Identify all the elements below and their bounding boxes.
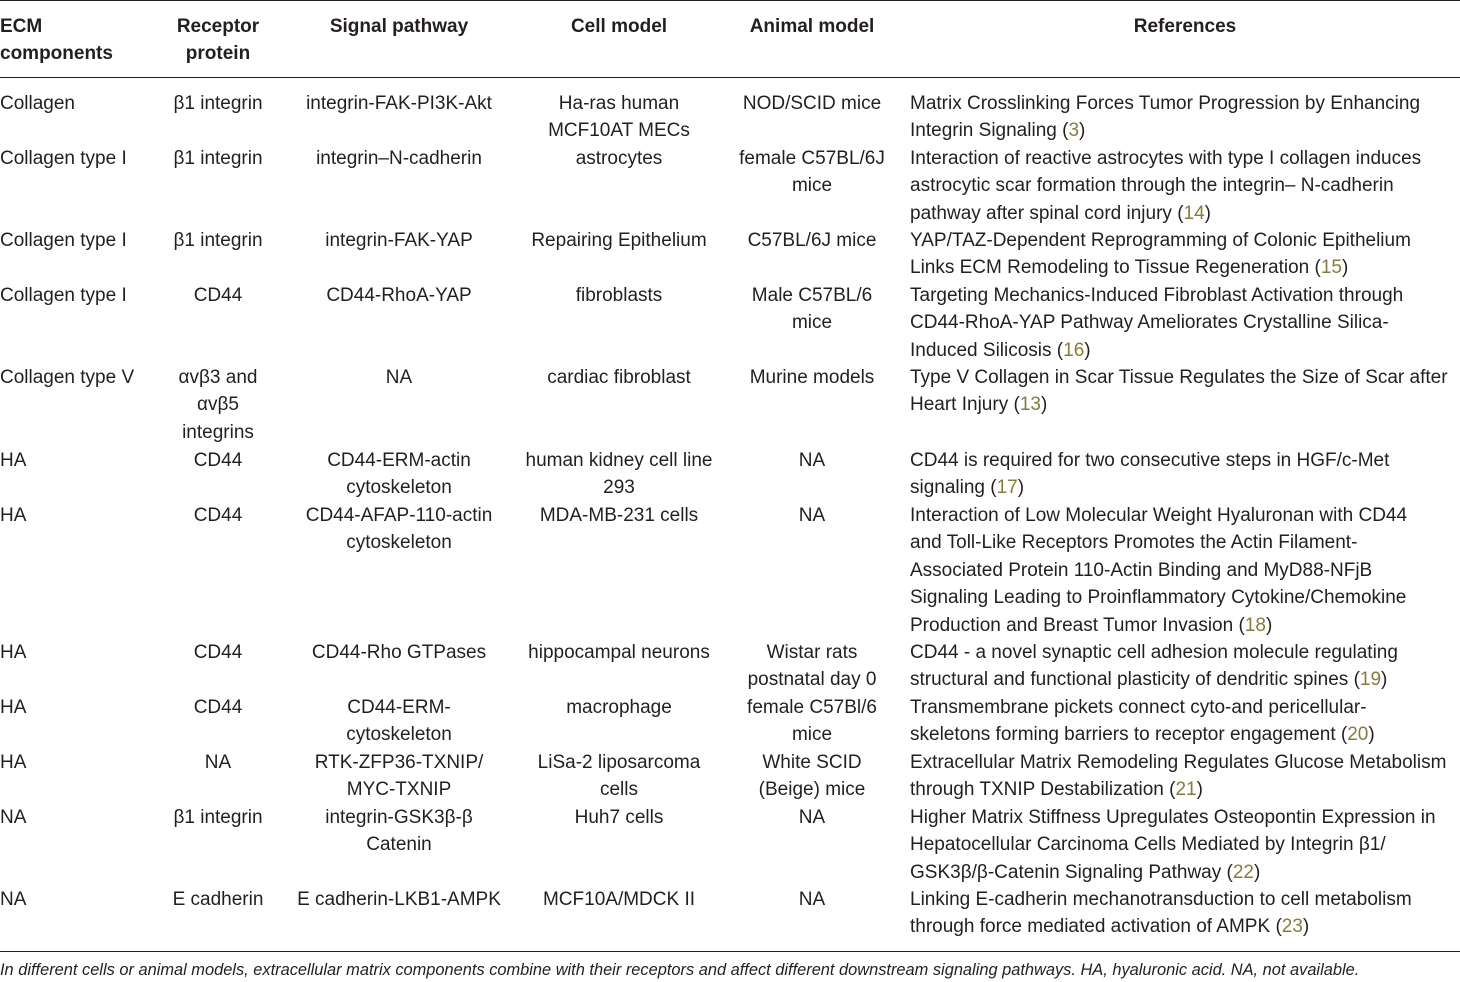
cell-references-line: Signaling Leading to Proinflammatory Cytokine/Chemokine bbox=[910, 587, 1407, 609]
cell-references-text: through force mediated activation of AMPK bbox=[910, 916, 1276, 938]
cell-animal-line: NOD/SCID mice bbox=[742, 93, 882, 114]
reference-number-link[interactable]: 20 bbox=[1347, 724, 1369, 746]
cell-references-line: Higher Matrix Stiffness Upregulates Osteopontin Expression in bbox=[910, 807, 1436, 828]
cell-receptor bbox=[173, 227, 262, 254]
cell-references-text: structural and functional plasticity of dendritic spines bbox=[910, 669, 1354, 691]
cell-pathway bbox=[325, 804, 473, 859]
cell-receptor bbox=[194, 502, 243, 529]
cell-references-text: skeletons forming barriers to receptor engagement bbox=[910, 724, 1341, 746]
cell-receptor bbox=[173, 804, 262, 831]
header-receptor-protein-line: Receptor bbox=[176, 16, 260, 37]
cell-ecm-line: Collagen bbox=[0, 93, 75, 114]
cell-ecm bbox=[0, 364, 134, 391]
reference-number-link[interactable]: 19 bbox=[1359, 669, 1382, 691]
cell-receptor-line: CD44 bbox=[193, 697, 243, 718]
cell-references-line: Interaction of Low Molecular Weight Hyaluronan with CD44 bbox=[910, 505, 1408, 526]
cell-pathway bbox=[312, 639, 486, 666]
cell-cell bbox=[540, 502, 698, 529]
cell-animal-line: NA bbox=[798, 450, 826, 471]
cell-pathway-line: cytoskeleton bbox=[346, 532, 452, 554]
cell-pathway bbox=[327, 447, 471, 502]
cell-references-line: astrocytic scar formation through the integrin– N-cadherin bbox=[910, 175, 1394, 197]
cell-cell bbox=[543, 886, 695, 913]
cell-cell bbox=[538, 749, 701, 804]
cell-references-text: Induced Silicosis bbox=[910, 339, 1057, 361]
cell-pathway bbox=[316, 145, 482, 172]
header-animal-model bbox=[750, 13, 875, 40]
reference-number-link[interactable]: 21 bbox=[1175, 779, 1197, 801]
cell-animal-line: NA bbox=[798, 889, 826, 910]
cell-pathway bbox=[315, 749, 484, 804]
cell-animal-line: mice bbox=[791, 724, 833, 746]
cell-references-line: pathway after spinal cord injury (14) bbox=[910, 202, 1211, 224]
cell-pathway bbox=[386, 364, 412, 391]
cell-references bbox=[910, 639, 1398, 694]
cell-references-line: Heart Injury (13) bbox=[910, 394, 1048, 416]
cell-cell bbox=[576, 282, 663, 309]
cell-ecm bbox=[0, 282, 127, 309]
cell-receptor bbox=[194, 447, 243, 474]
cell-animal-line: Male C57BL/6 bbox=[751, 285, 873, 306]
cell-cell bbox=[528, 639, 710, 666]
cell-references-line: structural and functional plasticity of dendritic spines (19) bbox=[910, 669, 1388, 691]
header-cell-model bbox=[571, 13, 667, 40]
cell-references-line: Matrix Crosslinking Forces Tumor Progression by Enhancing bbox=[910, 93, 1421, 114]
cell-references bbox=[910, 90, 1420, 145]
cell-animal-line: (Beige) mice bbox=[758, 779, 866, 801]
cell-ecm bbox=[0, 502, 26, 529]
cell-animal bbox=[750, 364, 875, 391]
cell-animal-line: NA bbox=[798, 505, 826, 526]
header-references-line: References bbox=[1133, 16, 1237, 37]
cell-receptor-line: E cadherin bbox=[172, 889, 264, 910]
cell-ecm bbox=[0, 90, 75, 117]
cell-cell bbox=[576, 145, 663, 172]
cell-receptor-line: CD44 bbox=[193, 642, 243, 663]
cell-pathway-line: Catenin bbox=[366, 834, 432, 856]
cell-animal-line: female C57BL/6J bbox=[739, 148, 885, 169]
cell-animal-line: mice bbox=[791, 312, 833, 334]
cell-pathway bbox=[306, 502, 493, 557]
cell-receptor bbox=[173, 145, 262, 172]
header-receptor-protein-line: protein bbox=[185, 43, 251, 65]
cell-animal bbox=[799, 804, 825, 831]
cell-ecm bbox=[0, 145, 127, 172]
cell-references bbox=[910, 282, 1403, 364]
cell-ecm-line: HA bbox=[0, 450, 27, 471]
reference-number-link[interactable]: 13 bbox=[1019, 394, 1041, 416]
cell-pathway bbox=[297, 886, 501, 913]
cell-receptor-line: β1 integrin bbox=[173, 807, 263, 828]
cell-cell-line: MCF10A/MDCK II bbox=[542, 889, 696, 910]
cell-references-line: Links ECM Remodeling to Tissue Regeneration (15) bbox=[910, 257, 1349, 279]
cell-cell bbox=[548, 90, 690, 145]
cell-references-line: GSK3β/β-Catenin Signaling Pathway (22) bbox=[910, 861, 1261, 883]
cell-ecm-line: Collagen type I bbox=[0, 230, 127, 251]
cell-ecm-line: HA bbox=[0, 642, 27, 663]
cell-pathway bbox=[346, 694, 452, 749]
cell-cell-line: 293 bbox=[603, 477, 635, 499]
cell-references-text: pathway after spinal cord injury bbox=[910, 202, 1178, 224]
cell-references-line: Extracellular Matrix Remodeling Regulates Glucose Metabolism bbox=[910, 752, 1447, 773]
cell-references-text: Production and Breast Tumor Invasion bbox=[910, 614, 1239, 636]
cell-animal-line: Murine models bbox=[749, 367, 875, 388]
cell-cell bbox=[526, 447, 713, 502]
cell-references-line: Hepatocellular Carcinoma Cells Mediated by Integrin β1/ bbox=[910, 834, 1386, 856]
cell-references-line: CD44 - a novel synaptic cell adhesion molecule regulating bbox=[910, 642, 1398, 663]
cell-references bbox=[910, 227, 1411, 282]
cell-references-text: Integrin Signaling bbox=[910, 120, 1063, 142]
cell-ecm bbox=[0, 694, 26, 721]
cell-references-text: through TXNIP Destabilization bbox=[910, 779, 1170, 801]
cell-references-line: Type V Collagen in Scar Tissue Regulates the Size of Scar after bbox=[910, 367, 1448, 388]
cell-cell-line: macrophage bbox=[566, 697, 672, 718]
cell-receptor-line: αvβ3 and bbox=[178, 367, 258, 388]
cell-pathway-line: E cadherin-LKB1-AMPK bbox=[297, 889, 501, 910]
cell-receptor-line: CD44 bbox=[193, 505, 243, 526]
cell-references bbox=[910, 749, 1446, 804]
cell-receptor bbox=[179, 364, 258, 446]
cell-cell bbox=[531, 227, 706, 254]
header-ecm-components-line: components bbox=[0, 43, 113, 65]
cell-animal bbox=[799, 502, 825, 529]
cell-cell-line: Huh7 cells bbox=[574, 807, 664, 828]
header-ecm-components bbox=[0, 13, 113, 68]
table-footnote: In different cells or animal models, extracellular matrix components combine with their receptors and affect different downstream signaling pathways. HA, hyaluronic acid. NA, not available. bbox=[0, 961, 1360, 979]
cell-pathway-line: MYC-TXNIP bbox=[346, 779, 452, 801]
cell-ecm-line: HA bbox=[0, 697, 27, 718]
cell-receptor-line: αvβ5 bbox=[197, 394, 239, 416]
cell-ecm-line: Collagen type I bbox=[0, 285, 127, 306]
cell-pathway-line: CD44-ERM- bbox=[347, 697, 451, 718]
cell-receptor-line: β1 integrin bbox=[173, 148, 263, 169]
cell-animal bbox=[748, 227, 877, 254]
cell-references bbox=[910, 804, 1436, 886]
cell-pathway-line: CD44-RhoA-YAP bbox=[326, 285, 472, 306]
cell-references-line: CD44 is required for two consecutive steps in HGF/c-Met bbox=[910, 450, 1390, 471]
cell-references-line: Associated Protein 110-Actin Binding and MyD88-NFjB bbox=[910, 559, 1373, 581]
cell-receptor bbox=[194, 694, 243, 721]
cell-receptor bbox=[173, 90, 262, 117]
cell-receptor bbox=[194, 639, 243, 666]
cell-references bbox=[910, 364, 1448, 419]
cell-references-line: Targeting Mechanics-Induced Fibroblast Activation through bbox=[910, 285, 1404, 306]
cell-receptor-line: integrins bbox=[182, 421, 254, 443]
cell-references-line: Interaction of reactive astrocytes with type I collagen induces bbox=[910, 148, 1422, 169]
cell-ecm-line: HA bbox=[0, 752, 27, 773]
cell-animal-line: female C57Bl/6 bbox=[747, 697, 877, 718]
cell-ecm bbox=[0, 227, 127, 254]
cell-pathway bbox=[326, 282, 471, 309]
cell-cell-line: Repairing Epithelium bbox=[531, 230, 707, 251]
cell-pathway bbox=[325, 227, 472, 254]
header-cell-model-line: Cell model bbox=[570, 16, 668, 37]
cell-receptor-line: NA bbox=[204, 752, 232, 773]
cell-cell-line: LiSa-2 liposarcoma bbox=[537, 752, 701, 773]
cell-references bbox=[910, 447, 1389, 502]
cell-animal bbox=[752, 282, 872, 337]
cell-pathway-line: integrin-FAK-PI3K-Akt bbox=[306, 93, 492, 114]
header-animal-model-line: Animal model bbox=[749, 16, 875, 37]
cell-receptor-line: CD44 bbox=[193, 450, 243, 471]
header-signal-pathway-line: Signal pathway bbox=[329, 16, 469, 37]
cell-ecm-line: NA bbox=[0, 807, 27, 828]
reference-number-link[interactable]: 22 bbox=[1232, 861, 1254, 883]
cell-cell-line: MCF10AT MECs bbox=[548, 120, 690, 142]
cell-cell bbox=[566, 694, 672, 721]
cell-references-line: Integrin Signaling (3) bbox=[910, 120, 1086, 142]
reference-number-link[interactable]: 18 bbox=[1244, 614, 1266, 636]
cell-ecm-line: NA bbox=[0, 889, 27, 910]
cell-pathway-line: NA bbox=[385, 367, 413, 388]
cell-references-text: Links ECM Remodeling to Tissue Regeneration bbox=[910, 257, 1315, 279]
cell-pathway-line: integrin–N-cadherin bbox=[316, 148, 482, 169]
cell-receptor bbox=[205, 749, 231, 776]
cell-animal-line: Wistar rats bbox=[766, 642, 858, 663]
cell-references-text: signaling bbox=[910, 477, 991, 499]
cell-cell-line: hippocampal neurons bbox=[528, 642, 710, 663]
cell-cell-line: Ha-ras human bbox=[558, 93, 680, 114]
reference-number-link[interactable]: 17 bbox=[996, 477, 1018, 499]
reference-number-link[interactable]: 16 bbox=[1063, 339, 1085, 361]
cell-references bbox=[910, 694, 1375, 749]
top-rule bbox=[0, 0, 1460, 1]
cell-receptor-line: β1 integrin bbox=[173, 230, 263, 251]
cell-cell-line: astrocytes bbox=[575, 148, 663, 169]
cell-references-line: Linking E-cadherin mechanotransduction to cell metabolism bbox=[910, 889, 1412, 910]
cell-references bbox=[910, 886, 1412, 941]
cell-animal bbox=[759, 749, 866, 804]
cell-pathway-line: cytoskeleton bbox=[346, 477, 452, 499]
header-rule bbox=[0, 77, 1460, 78]
cell-cell-line: human kidney cell line bbox=[525, 450, 713, 471]
header-ecm-components-line: ECM bbox=[0, 16, 43, 37]
cell-animal bbox=[799, 886, 825, 913]
cell-animal bbox=[743, 90, 881, 117]
cell-references-line: Production and Breast Tumor Invasion (18) bbox=[910, 614, 1273, 636]
cell-references-line: CD44-RhoA-YAP Pathway Ameliorates Crystalline Silica- bbox=[910, 312, 1389, 334]
cell-pathway-line: cytoskeleton bbox=[346, 724, 452, 746]
cell-ecm bbox=[0, 639, 26, 666]
header-receptor-protein bbox=[177, 13, 259, 68]
cell-cell bbox=[547, 364, 691, 391]
cell-receptor-line: CD44 bbox=[193, 285, 243, 306]
cell-references bbox=[910, 145, 1421, 227]
cell-animal-line: White SCID bbox=[762, 752, 862, 773]
reference-number-link[interactable]: 3 bbox=[1068, 120, 1080, 142]
cell-receptor bbox=[194, 282, 243, 309]
cell-pathway-line: RTK-ZFP36-TXNIP/ bbox=[314, 752, 484, 773]
cell-ecm bbox=[0, 804, 26, 831]
cell-animal-line: mice bbox=[791, 175, 833, 197]
cell-cell bbox=[575, 804, 664, 831]
cell-ecm bbox=[0, 447, 26, 474]
cell-pathway-line: integrin-FAK-YAP bbox=[325, 230, 473, 251]
cell-pathway-line: CD44-Rho GTPases bbox=[311, 642, 487, 663]
cell-animal-line: postnatal day 0 bbox=[747, 669, 877, 691]
cell-cell-line: fibroblasts bbox=[575, 285, 663, 306]
cell-ecm-line: Collagen type I bbox=[0, 148, 127, 169]
cell-animal bbox=[747, 694, 877, 749]
cell-receptor bbox=[173, 886, 264, 913]
cell-pathway bbox=[306, 90, 492, 117]
cell-cell-line: cells bbox=[599, 779, 639, 801]
reference-number-link[interactable]: 23 bbox=[1281, 916, 1303, 938]
cell-animal bbox=[799, 447, 825, 474]
header-signal-pathway bbox=[330, 13, 468, 40]
cell-references-line: Induced Silicosis (16) bbox=[910, 339, 1091, 361]
cell-references-line: YAP/TAZ-Dependent Reprogramming of Colonic Epithelium bbox=[910, 230, 1411, 251]
cell-cell-line: MDA-MB-231 cells bbox=[539, 505, 699, 526]
cell-ecm bbox=[0, 749, 26, 776]
cell-references-line: signaling (17) bbox=[910, 477, 1025, 499]
cell-pathway-line: CD44-ERM-actin bbox=[327, 450, 471, 471]
cell-receptor-line: β1 integrin bbox=[173, 93, 263, 114]
cell-animal-line: C57BL/6J mice bbox=[747, 230, 877, 251]
cell-references-line: through TXNIP Destabilization (21) bbox=[910, 779, 1203, 801]
cell-references-line: and Toll-Like Receptors Promotes the Actin Filament- bbox=[910, 532, 1358, 554]
reference-number-link[interactable]: 15 bbox=[1320, 257, 1342, 279]
cell-animal bbox=[748, 639, 877, 694]
header-references bbox=[1134, 13, 1236, 40]
cell-ecm-line: HA bbox=[0, 505, 27, 526]
cell-references bbox=[910, 502, 1407, 639]
cell-animal-line: NA bbox=[798, 807, 826, 828]
reference-number-link[interactable]: 14 bbox=[1183, 202, 1205, 224]
cell-pathway-line: CD44-AFAP-110-actin bbox=[305, 505, 493, 526]
cell-references-text: Heart Injury bbox=[910, 394, 1014, 416]
cell-ecm bbox=[0, 886, 26, 913]
cell-ecm-line: Collagen type V bbox=[0, 367, 135, 388]
cell-references-line: skeletons forming barriers to receptor engagement (20) bbox=[910, 724, 1375, 746]
cell-animal bbox=[739, 145, 885, 200]
bottom-rule bbox=[0, 951, 1460, 952]
cell-references-line: Transmembrane pickets connect cyto-and pericellular- bbox=[910, 697, 1367, 718]
cell-references-line: through force mediated activation of AMPK (23) bbox=[910, 916, 1310, 938]
cell-pathway-line: integrin-GSK3β-β bbox=[325, 807, 473, 828]
cell-cell-line: cardiac fibroblast bbox=[547, 367, 691, 388]
cell-references-text: GSK3β/β-Catenin Signaling Pathway bbox=[910, 861, 1227, 883]
